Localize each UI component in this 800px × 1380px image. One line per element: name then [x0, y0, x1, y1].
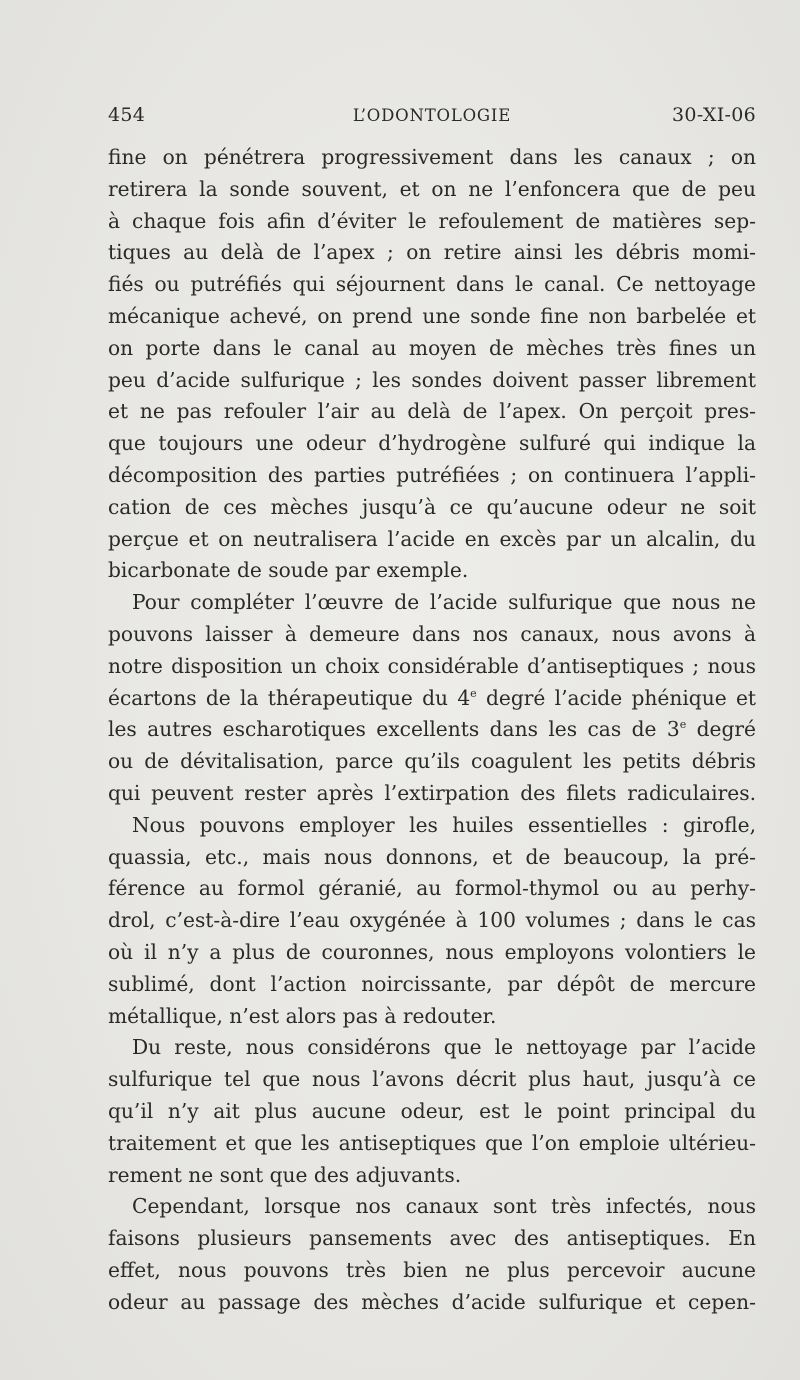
- text-line: tiques au delà de l’apex ; on retire ainsi les débris momi-: [108, 240, 756, 265]
- text-line: peu d’acide sulfurique ; les sondes doivent passer librement: [108, 367, 756, 392]
- text-line: fiés ou putréfiés qui séjournent dans le canal. Ce nettoyage: [108, 272, 756, 297]
- text-line: bicarbonate de soude par exemple.: [108, 558, 469, 583]
- running-header: [108, 104, 756, 134]
- text-fragment: les autres escharotiques excellents dans les cas de 3: [108, 717, 680, 742]
- ordinal-superscript: e: [470, 686, 477, 700]
- running-title: L’ODONTOLOGIE: [352, 106, 512, 125]
- text-line: férence au formol géranié, au formol-thymol ou au perhy-: [108, 876, 756, 901]
- text-line: sublimé, dont l’action noircissante, par dépôt de mercure: [108, 971, 756, 996]
- text-line: et ne pas refouler l’air au delà de l’apex. On perçoit pres-: [108, 399, 756, 424]
- text-line: qu’il n’y ait plus aucune odeur, est le point principal du: [108, 1098, 756, 1123]
- text-line: où il n’y a plus de couronnes, nous employons volontiers le: [108, 939, 756, 964]
- text-line: rement ne sont que des adjuvants.: [108, 1162, 462, 1187]
- text-line: [108, 714, 756, 746]
- text-line: [108, 683, 756, 715]
- text-fragment: écartons de la thérapeutique du 4: [108, 685, 471, 710]
- text-line: que toujours une odeur d’hydrogène sulfuré qui indique la: [108, 431, 756, 456]
- text-line: odeur au passage des mèches d’acide sulfurique et cepen-: [108, 1289, 756, 1314]
- text-line: mécanique achevé, on prend une sonde fine non barbelée et: [108, 303, 756, 328]
- text-fragment: degré l’acide phénique et: [476, 685, 757, 710]
- text-line: drol, c’est-à-dire l’eau oxygénée à 100 volumes ; dans le cas: [108, 908, 756, 933]
- text-line: Nous pouvons employer les huiles essentielles : girofle,: [132, 812, 756, 837]
- text-line: notre disposition un choix considérable d’antiseptiques ; nous: [108, 653, 756, 678]
- ordinal-superscript: e: [679, 718, 687, 732]
- text-line: cation de ces mèches jusqu’à ce qu’aucune odeur ne soit: [108, 494, 756, 519]
- text-line: retirera la sonde souvent, et on ne l’enfoncera que de peu: [108, 176, 756, 201]
- text-line: pouvons laisser à demeure dans nos canaux, nous avons à: [108, 621, 756, 646]
- text-fragment: degré: [686, 717, 756, 742]
- text-line: à chaque fois afin d’éviter le refoulement de matières sep-: [108, 208, 756, 233]
- body-text: [108, 142, 756, 1318]
- text-line: sulfurique tel que nous l’avons décrit plus haut, jusqu’à ce: [108, 1067, 756, 1092]
- text-line: faisons plusieurs pansements avec des antiseptiques. En: [108, 1226, 756, 1251]
- text-line: Cependant, lorsque nos canaux sont très infectés, nous: [132, 1194, 756, 1219]
- text-line: traitement et que les antiseptiques que l’on emploie ultérieu-: [108, 1130, 756, 1155]
- text-line: qui peuvent rester après l’extirpation des filets radiculaires.: [108, 780, 756, 805]
- text-line: effet, nous pouvons très bien ne plus percevoir aucune: [108, 1257, 756, 1282]
- text-line: perçue et on neutralisera l’acide en excès par un alcalin, du: [108, 526, 756, 551]
- text-line: ou de dévitalisation, parce qu’ils coagulent les petits débris: [108, 749, 756, 774]
- text-line: décomposition des parties putréfiées ; on continuera l’appli-: [108, 462, 756, 487]
- text-line: quassia, etc., mais nous donnons, et de beaucoup, la pré-: [108, 844, 756, 869]
- text-line: Du reste, nous considérons que le nettoyage par l’acide: [132, 1035, 756, 1060]
- text-line: fine on pénétrera progressivement dans les canaux ; on: [108, 145, 756, 169]
- text-line: on porte dans le canal au moyen de mèches très fines un: [108, 335, 756, 360]
- page-number: 454: [108, 104, 146, 126]
- text-line: Pour compléter l’œuvre de l’acide sulfurique que nous ne: [132, 590, 756, 615]
- issue-date: 30-XI-06: [672, 104, 756, 126]
- text-line: métallique, n’est alors pas à redouter.: [108, 1003, 497, 1028]
